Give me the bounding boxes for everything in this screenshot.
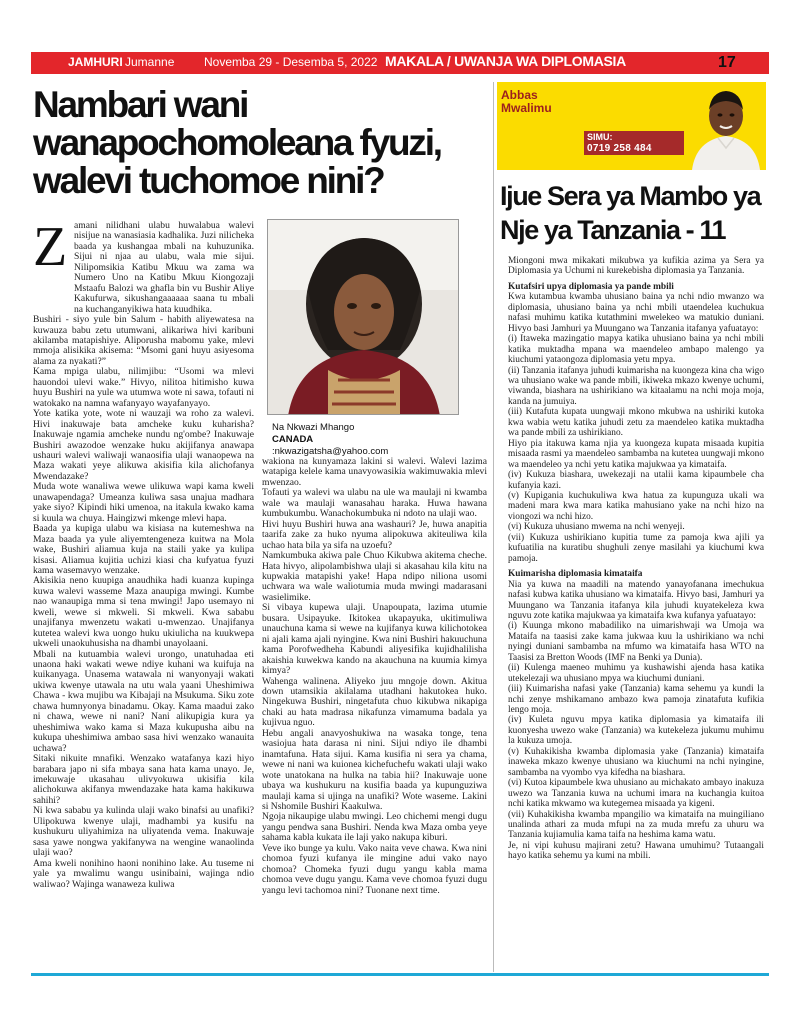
body-paragraph: Tofauti ya walevi wa ulabu na ule wa maulaji ni kwamba wale wa maulaji wanasahau haraka. Huwa hawana kumbukumbu. Wanachokumbuka ni ndoto na ulaji wao. (262, 487, 487, 520)
body-paragraph: (iv) Kuleta nguvu mpya katika diplomasia ya kimataifa ili kuonyesha uwezo wake (Tanzania) wa kutekeleza jukumu muhimu la kukuza umoja. (508, 715, 764, 747)
body-paragraph: (ii) Kulenga maeneo muhimu ya kushawishi ajenda hasa katika utekelezaji wa uhusiano mpya wa kiuchumi duniani. (508, 663, 764, 684)
body-paragraph: Hebu angali anavyoshukiwa na wasaka tonge, tena wasiojua hata darasa ni nini. Sijui ndiyo ile dhambi inamtafuna. Hata sijui. Kama kusifia ni sera ya chama, wewe ni nani wa kuionea kichefuchefu wakati ulaji wako wote unatokana na hulka na tabia hii? Inakuwaje uone ubaya wa kushukuru na kusifia baada ya kupunguziwa maulaji kama si ujinga na unafiki? Wote waseme. Lakini si Nshomile Bushiri Kaakulwa. (262, 727, 487, 812)
left-article-column-1 (33, 216, 254, 890)
body-paragraph: Baada ya kupiga ulabu wa kisiasa na kutemeshwa na Maza baada ya yule aliyemtengeneza kuitwa na Mola wake, Bushiri aliamua kuja na staili yake ya kulipa kisasi. Aliamua kujitia uchizi kiasi cha kufyatua fyuzi kama wasemavyo wenzake. (33, 523, 254, 576)
byline-location: CANADA (272, 434, 314, 445)
body-paragraph: Ni kwa sababu ya kulinda ulaji wako binafsi au unafiki? Ulipokuwa kwenye ulaji, madhambi ya kusifu na kushukuru uliyahimiza na uliyatenda vema. Inakuwaje sasa yawe nongwa yakifanywa na wengine wanaolinda ulaji wao? (33, 805, 254, 859)
columnist-portrait-illustration (686, 82, 766, 170)
body-paragraph: Wahenga walinena. Aliyeko juu mngoje down. Akitua down utamsikia akilalama utadhani hakutokea huko. Ningekuwa Bushiri, ningetafuta chuo kikubwa nikapiga chaki au hata madrasa nikafunza vimamuma badala ya kujivua nguo. (262, 675, 487, 729)
body-paragraph: Ama kweli nonihino haoni nonihino lake. Au tuseme ni yale ya mwalimu wangu usinibaini, wajinga ndio waliwao? Wajinga wanaweza kuliwa (33, 857, 254, 890)
phone-number: 0719 258 484 (587, 143, 652, 154)
right-headline (500, 179, 768, 247)
body-paragraph: wakiona na kunyamaza lakini si walevi. Walevi lazima watapiga kelele kama unavyowasikia wakimuwakia mlevi mwenzao. (262, 456, 487, 488)
body-paragraph: (vii) Kukuza ushirikiano kupitia tume za pamoja kwa ajili ya kufuatilia na kuratibu shughuli zenye masilahi ya kiuchumi kwa pamoja. (508, 532, 764, 564)
body-paragraph: amani nilidhani ulabu huwalabua walevi nisijue na wanasiasia kadhalika. Juzi nilicheka baada ya kushangaa mbali na kuhuzunika. Sijui ni njaa au ulabu, wala mie sijui. Nilipomsikia Katibu Mkuu wa zama wa Numero Uno na Katibu Mkuu Kiongozaji Mstaafu Balozi wa ghafla bin vu Bushir Aliye Kakufurwa, sikushangaaaaaa saana tu mbali na kuchanganyikiwa hata kuudhika. (74, 220, 254, 315)
body-paragraph: Mbali na kutuambia walevi urongo, unatuhadaa eti unaona haki wakati wewe ndiye kuhani wa kuifuja na kuikanyaga. Unasema watawala ni wanyonyaji wakati ukiwa kwenye utawala na utu wala yaani Uheshimiwa Chawa - kwa mujibu wa Kibajaji na Msukuma. Siku zote chawa humnyonya binadamu. Okay. Kama maadui zako ni chawa, wewe ni nani? Nani alikupigia kura ya uheshimiwa wako kama si Maza kukupusha aibu na kukupa uheshimiwa ambao sasa hivi wenzako wanauita uchawa? (33, 648, 254, 754)
left-headline-line: wanapochomoleana fyuzi, (33, 122, 441, 163)
columnist-name-line: Abbas (501, 88, 538, 102)
right-headline-line: Nje ya Tanzania - 11 (500, 215, 726, 245)
body-paragraph: (iv) Kukuza biashara, uwekezaji na utalii kama kipaumbele cha kufanyia kazi. (508, 470, 764, 491)
left-headline (33, 86, 488, 200)
body-paragraph: Ngoja nikaupige ulabu mwingi. Leo chichemi mengi dugu yangu pendwa sana Bushiri. Nenda kwa Maza omba yeye sahama kabla kukata ile laji yako nakupa kiburi. (262, 811, 487, 844)
author-photo-illustration (268, 220, 459, 415)
page-number: 17 (718, 54, 736, 71)
columnist-name-line: Mwalimu (501, 101, 552, 115)
body-paragraph: Sitaki nikuite mnafiki. Wenzako watafanya kazi hiyo barabara japo ni sifa mbaya sana hata kama unayo. Je, imekuwaje ukasahau ulivyokuwa ukisifia kila alichokuwa akifanya mwendazake hata kama hakikuwa sahihi? (33, 753, 254, 806)
column-divider (493, 82, 494, 972)
section-title: MAKALA / UWANJA WA DIPLOMASIA (385, 53, 626, 69)
drop-cap: Z (33, 216, 68, 278)
body-paragraph: (v) Kupigania kuchukuliwa kwa hatua za kupunguza ukali wa madeni mara kwa mara katika mahusiano yake na nchi hizo na viongozi wa nchi hizo. (508, 490, 764, 522)
body-paragraph: Hiyo pia itakuwa kama njia ya kuongeza kupata misaada kupitia misaada rasmi ya maendeleo sambamba na kutetea uungwaji mkono wa maendeleo ya nchi yetu katika majukwaa ya kimataifa. (508, 438, 764, 470)
footer-rule (31, 973, 769, 976)
issue-day: Jumanne (125, 55, 175, 69)
body-paragraph: Muda wote wanaliwa wewe ulikuwa wapi kama kweli unawapendaga? Umeanza kuliwa sasa unajua madhara yake siyo? Kipindi hiki umenoa, na itakula kwako kama si kuula wa chuya. Haingizwi mkenge mlevi hapa. (33, 481, 254, 524)
body-paragraph: (vii) Kuhakikisha kwamba mpangilio wa kimataifa na muingiliano unalinda athari za muda mfupi na za muda mrefu za uhuru wa Tanzania kujiamulia kama taifa na heshima kama watu. (508, 809, 764, 841)
subheading: Kutafsiri upya diplomasia ya pande mbili (508, 281, 674, 292)
body-paragraph: (vi) Kutoa kipaumbele kwa uhusiano au michakato ambayo inakuza uwezo wa Tanzania kuwa na uchumi imara na kuchangia kuitoa nchi katika mkwamo wa kutegemea misaada ya kigeni. (508, 778, 764, 810)
body-paragraph: (v) Kuhakikisha kwamba diplomasia yake (Tanzania) kimataifa inaweka mkazo kwenye uhusiano wa kiuchumi na nchi nyingine, sambamba na vyombo vya kifedha na biashara. (508, 746, 764, 778)
body-paragraph: Yote katika yote, wote ni wauzaji wa roho za walevi. Hivi inakuwaje bata amcheke kuku kuharisha? Inakuwaje ngamia amcheke nundu ng'ombe? Inakuwaje Bushiri awazodoe wenzake huku akijifanya anawapa ushauri walevi waliwaji wanaosifia ulaji wanaopewa na Maza wakati yeye alikuwa akisifia kila alichofanya Mwendazake? (33, 408, 254, 482)
body-paragraph: (ii) Tanzania itafanya juhudi kuimarisha na kuongeza kina cha wigo wa uhusiano wake wa pande mbili, ikiweka mkazo kwenye uchumi, viwanda, biashara na ushirikiano wa kitaalamu na nchi moja moja, kanda na jumuiya. (508, 365, 764, 407)
body-paragraph: Hivi huyu Bushiri huwa ana washauri? Je, huwa anapitia taarifa zake za huko nyuma alipokuwa akiteuliwa kila uchao hata bila ya sifa na uzoefu? (262, 518, 487, 551)
author-photo (267, 219, 459, 415)
body-paragraph: Akisikia neno kuupiga anaudhika hadi kuanza kupinga kuwa walevi wasseme Maza anaupiga mwingi. Kumbe nao wanaupiga mma si tena mwingi! Japo usemayo ni kweli, wewe si mkweli. Si mkweli. Kwa sababu unajifanya mwenzetu wakati u-mwenzao. Unajifanya kutetea walevi kwa uongo huku ukiulicha na kuukwepa ukweli unaokuhusisha na dhambi unayolaani. (33, 575, 254, 650)
body-paragraph: Kama mpiga ulabu, nilimjibu: “Usomi wa mlevi hauondoi ulevi wake.” Hivyo, nilitoa hitimisho kuwa huyu Bushiri na yule wa utumwa wote ni sawa, tofauti ni watokako na namna wafanyayo wayafanyayo. (33, 366, 254, 409)
body-paragraph: Namkumbuka akiwa pale Chuo Kikubwa akitema cheche. Hata hivyo, alipolambishwa ulaji si akasahau kila kitu na kupwakia matapishi yake! Hapa ndipo niliona usomi uchwara wa wale waliotumia muda mwingi madarasani wasielimike. (262, 550, 487, 603)
body-paragraph: Je, ni vipi kuhusu majirani zetu? Hawana umuhimu? Tutaangali hayo katika sehemu ya kumi na mbili. (508, 840, 764, 862)
right-headline-line: Ijue Sera ya Mambo ya (500, 181, 761, 211)
left-headline-line: Nambari wani (33, 84, 248, 125)
body-paragraph: Kwa kutambua kwamba uhusiano baina ya nchi ndio mwanzo wa diplomasia, uhusiano baina ya nchi mbili utaendelea kuchukua nafasi muhimu katika kutathmini mwelekeo wa matukio duniani. Hivyo basi Jamhuri ya Muungano wa Tanzania itafanya yafuatayo: (508, 292, 764, 334)
byline-name: Na Nkwazi Mhango (272, 422, 355, 433)
body-paragraph: Bushiri - siyo yule bin Salum - habith aliyewatesa na kuwauza babu zetu utumwani, alikariwa hivi karibuni akilamba matapishiye. Aliporusha mabomu yake, mlevi mmoja alisikika akisema: “Msomi gani huyu asiyesoma alama za nyakati?” (33, 314, 254, 367)
body-paragraph: Miongoni mwa mikakati mikubwa ya kufikia azima ya Sera ya Diplomasia ya Uchumi ni kurekebisha diplomasia ya Tanzania. (508, 256, 764, 277)
phone-label: SIMU: (587, 132, 613, 142)
issue-date: Novemba 29 - Desemba 5, 2022 (204, 55, 378, 69)
right-article-column (508, 256, 764, 862)
body-paragraph: Veve iko bunge ya kulu. Vako naita veve chawa. Kwa nini chomoa fyuzi kufanya ile mingine adui vako nayo chomoa? Chomeka fyuzi dugu yangu kabla mama chomoa veve dugu yangu. Kama veve chomoa fyuzi dugu yangu levi tachomoa nini? Tuonane next time. (262, 842, 487, 896)
left-article-column-2 (262, 457, 487, 896)
body-paragraph: (iii) Kutafuta kupata uungwaji mkono mkubwa na ushiriki kutoka kwa wabia wetu katika juhudi zetu za maendeleo katika muktadha wa pande mbili za ushirikiano. (508, 407, 764, 439)
columnist-portrait (686, 82, 766, 170)
body-paragraph: Si vibaya kupewa ulaji. Unapoupata, lazima utumie busara. Usipayuke. Ikitokea ukapayuka, ukitimuliwa unauchuna kama si wewe na kujifanya kuwa kilichotokea ni ajali kama ajali nyingine. Kwa nini Bushiri hakuuchuna kama Porofwedheha Kabundi aliyesifika kujidhalilisha akaishia kuwekwa kando na akauchuna na kuumia kimya kimya? (262, 602, 487, 677)
byline-email: :nkwazigatsha@yahoo.com (272, 446, 389, 457)
subheading: Kuimarisha diplomasia kimataifa (508, 569, 643, 580)
body-paragraph: (vi) Kukuza uhusiano mwema na nchi wenyeji. (508, 522, 685, 533)
body-paragraph: (i) Itaweka mazingatio mapya katika uhusiano baina ya nchi mbili katika muktadha mpana wa maendeleo ambapo malengo ya kiuchumi yataongoza diplomasia yetu mpya. (508, 334, 764, 366)
left-headline-line: walevi tuchomoe nini? (33, 160, 384, 201)
publication-name: JAMHURI (68, 55, 123, 69)
columnist-name (501, 89, 552, 115)
body-paragraph: Nia ya kuwa na maadili na matendo yanayofanana imechukua nafasi kubwa katika uhusiano wa kimataifa. Hivyo basi, Jamhuri ya Muungano wa Tanzania itafanya kila juhudi kuyatekeleza kwa nguvu zote katika majukwaa ya kimataifa kwa kufanya yafuatayo: (508, 579, 764, 621)
body-paragraph: (i) Kuunga mkono mabadiliko na uimarishwaji wa Umoja wa Mataifa na taasisi zake kama jukwaa kuu la ushirikiano wa nchi nyingi duniani sambamba na mfumo wa kimataifa hasa WTO na Taasisi za Bretton Woods (IMF na Benki ya Dunia). (508, 621, 764, 663)
body-paragraph: (iii) Kuimarisha nafasi yake (Tanzania) kama sehemu ya kundi la nchi zenye mshikamano ambazo kwa pamoja zinatafuta kufikia lengo moja. (508, 684, 764, 716)
